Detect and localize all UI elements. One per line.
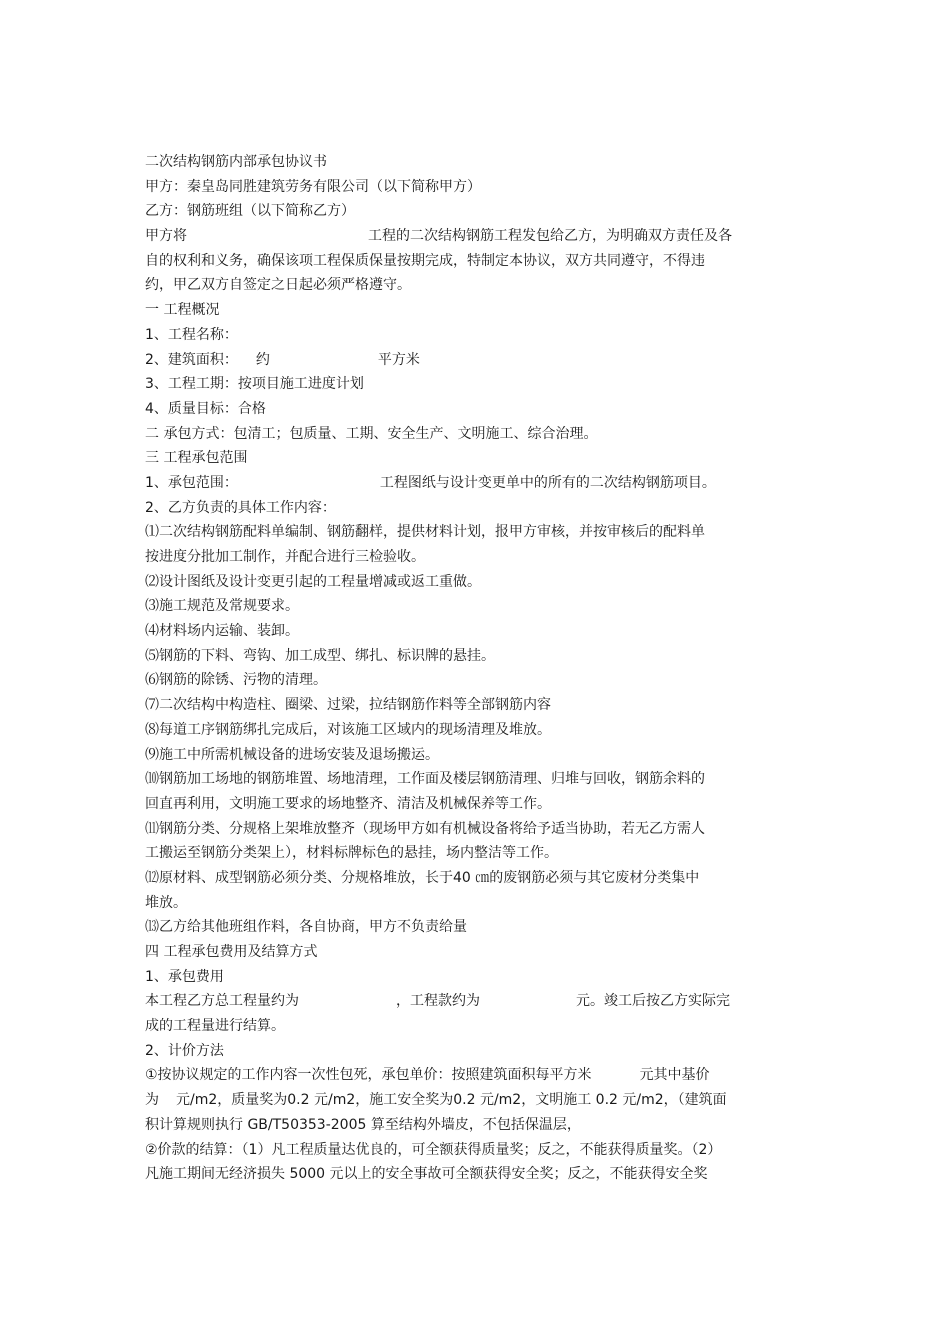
settlement-line-1: ②价款的结算：（1）凡工程质量达优良的，可全额获得质量奖；反之，不能获得质量奖。（2） [145,1141,722,1158]
intro-text-b: 工程的二次结构钢筋工程发包给乙方，为明确双方责任及各 [368,228,732,245]
pricing-text-b: 元其中基价 [639,1067,710,1084]
scope-line [145,471,810,496]
pricing-line-2 [145,1088,810,1113]
contract-fee-heading: 1、承包费用 [145,968,224,985]
document-body [145,150,810,1187]
work-item-10b: 回直再利用，文明施工要求的场地整齐、清洁及机械保养等工作。 [145,795,551,812]
work-item-1b: 按进度分批加工制作，并配合进行三检验收。 [145,549,425,565]
building-area-line [145,348,810,373]
work-item-11a: ⑾钢筋分类、分规格上架堆放整齐（现场甲方如有机械设备将给予适当协助，若无乙方需人 [145,820,705,837]
intro-line-2: 自的权利和义务，确保该项工程保质保量按期完成，特制定本协议，双方共同遵守，不得违 [145,252,705,269]
pricing-line-3: 积计算规则执行 GB/T50353-2005 算至结构外墙皮，不包括保温层， [145,1116,581,1133]
scope-text: 工程图纸与设计变更单中的所有的二次结构钢筋项目。 [379,474,716,491]
work-item-3: ⑶施工规范及常规要求。 [145,598,299,615]
party-b-line: 乙方：钢筋班组（以下简称乙方） [145,203,355,220]
fee-text-b: ，工程款约为 [396,993,480,1010]
quality-line: 4、质量目标：合格 [145,400,266,417]
fee-line-2: 成的工程量进行结算。 [145,1018,285,1035]
fee-text-c: 元。竣工后按乙方实际完 [576,993,730,1010]
intro-line-1 [145,224,810,249]
pricing-method-heading: 2、计价方法 [145,1042,224,1059]
pricing-line-1 [145,1063,810,1088]
settlement-line-2: 凡施工期间无经济损失 5000 元以上的安全事故可全额获得安全奖；反之，不能获得安全奖 [145,1166,708,1183]
pricing-text-a: ①按协议规定的工作内容一次性包死，承包单价：按照建筑面积每平方米 [145,1067,592,1084]
section-1-heading: 一 工程概况 [145,302,220,319]
document-title: 二次结构钢筋内部承包协议书 [145,154,327,170]
section-2-heading: 二 承包方式：包清工；包质量、工期、安全生产、文明施工、综合治理。 [145,425,598,442]
work-item-6: ⑹钢筋的除锈、污物的清理。 [145,672,327,689]
party-a-line: 甲方：秦皇岛同胜建筑劳务有限公司（以下简称甲方） [145,178,481,195]
pricing-text-c: 为 [145,1092,159,1109]
work-item-1a: ⑴二次结构钢筋配料单编制、钢筋翻样，提供材料计划，报甲方审核，并按审核后的配料单 [145,524,705,541]
work-item-12b: 堆放。 [145,894,187,911]
schedule-line: 3、工程工期：按项目施工进度计划 [145,376,364,393]
work-item-9: ⑼施工中所需机械设备的进场安装及退场搬运。 [145,746,439,763]
section-3-heading: 三 工程承包范围 [145,450,248,467]
project-name-line: 1、工程名称： [145,326,238,343]
section-4-heading: 四 工程承包费用及结算方式 [145,944,318,960]
intro-line-3: 约，甲乙双方自签定之日起必须严格遵守。 [145,277,411,294]
work-item-8: ⑻每道工序钢筋绑扎完成后，对该施工区域内的现场清理及堆放。 [145,721,551,738]
work-item-13: ⒀乙方给其他班组作料，各自协商，甲方不负责给量 [145,919,467,936]
work-item-7: ⑺二次结构中构造柱、圈梁、过梁，拉结钢筋作料等全部钢筋内容 [145,697,551,714]
building-area-unit: 平方米 [377,351,420,368]
work-item-11b: 工搬运至钢筋分类架上），材料标牌标色的悬挂，场内整洁等工作。 [145,845,558,862]
building-area-approx: 约 [255,351,270,368]
intro-text-a: 甲方将 [145,228,187,245]
fee-line-1 [145,989,810,1014]
work-item-5: ⑸钢筋的下料、弯钩、加工成型、绑扎、标识牌的悬挂。 [145,647,495,664]
work-item-4: ⑷材料场内运输、装卸。 [145,623,299,640]
pricing-text-d: 元/m2，质量奖为0.2 元/m2，施工安全奖为0.2 元/m2，文明施工 0.2 元/m2，（建筑面 [176,1092,727,1109]
work-item-2: ⑵设计图纸及设计变更引起的工程量增减或返工重做。 [145,573,481,590]
work-item-12a: ⑿原材料、成型钢筋必须分类、分规格堆放，长于40 ㎝的废钢筋必须与其它废材分类集中 [145,869,700,886]
scope-label: 1、承包范围： [145,474,238,491]
work-content-heading: 2、乙方负责的具体工作内容： [145,499,336,516]
fee-text-a: 本工程乙方总工程量约为 [145,993,299,1010]
work-item-10a: ⑽钢筋加工场地的钢筋堆置、场地清理，工作面及楼层钢筋清理、归堆与回收，钢筋余料的 [145,771,705,788]
building-area-label: 2、建筑面积： [145,351,238,368]
